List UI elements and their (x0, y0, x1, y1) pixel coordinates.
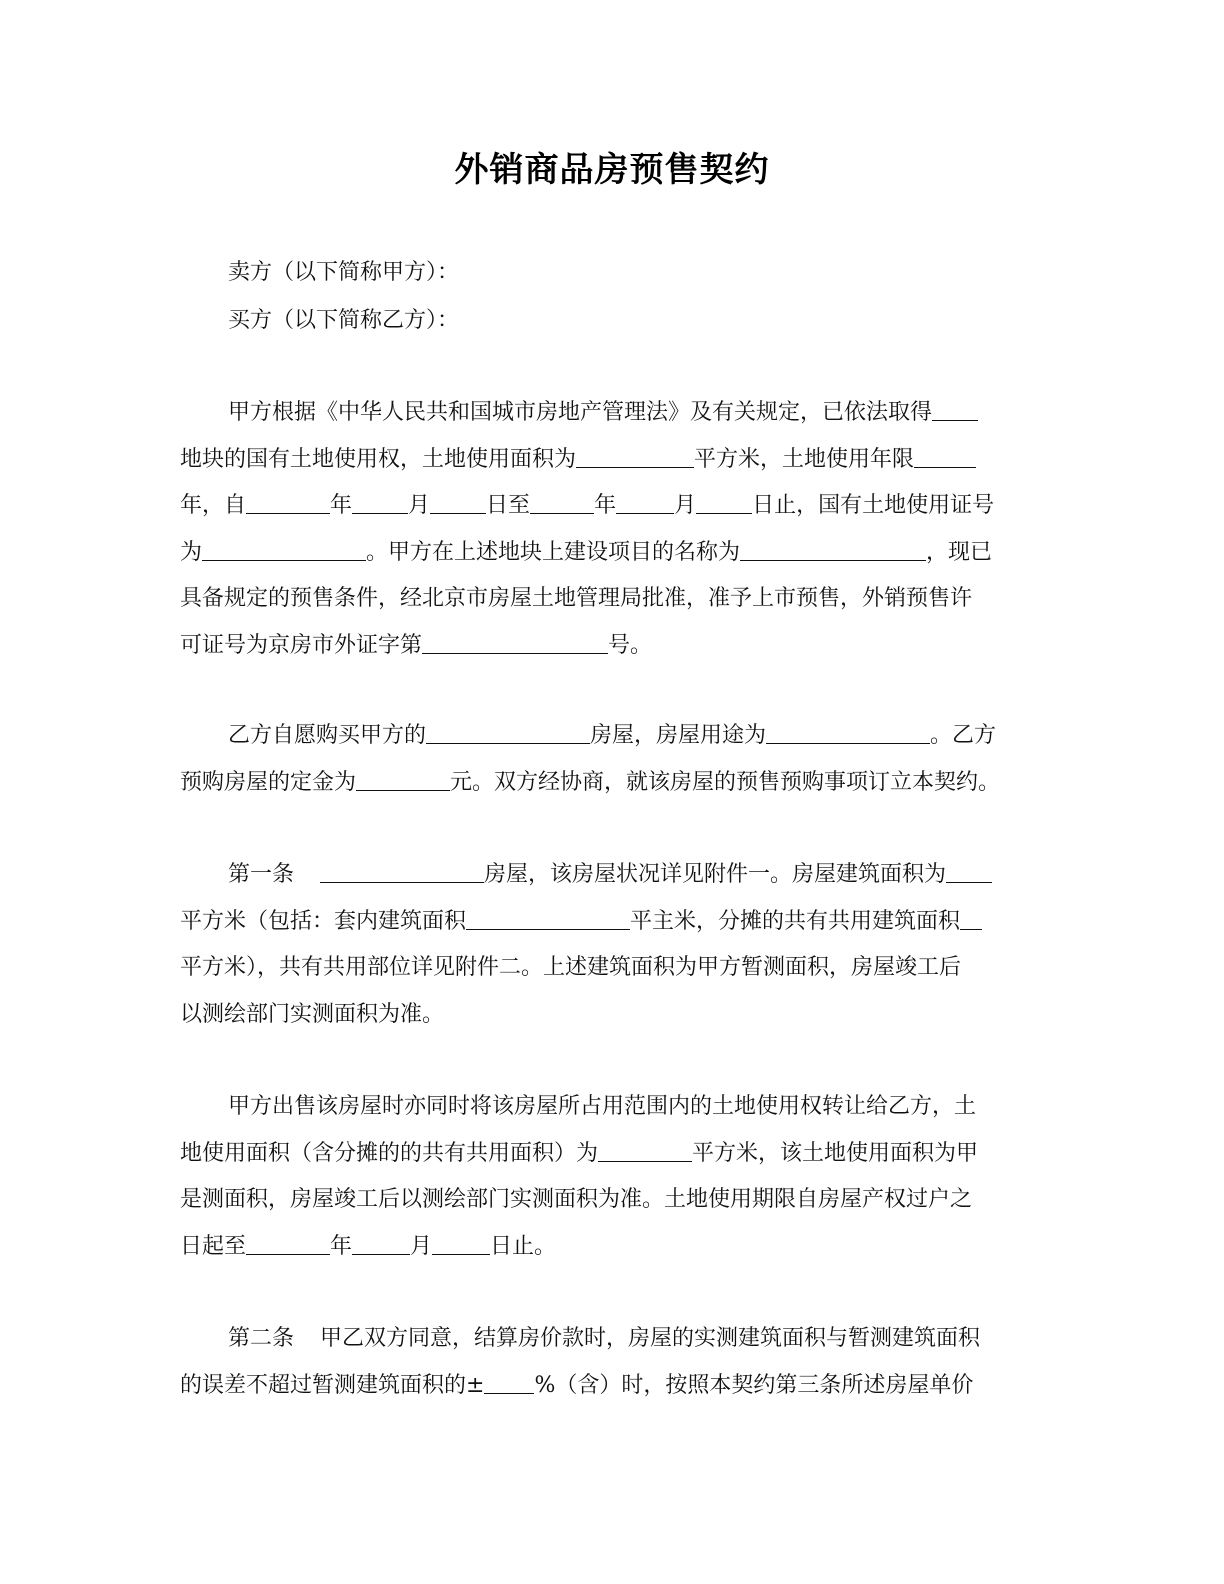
text-segment: 年，自 (180, 493, 247, 518)
text-segment: 日止。 (490, 1233, 557, 1259)
text-line (180, 483, 1035, 530)
paragraph-article-2 (180, 1316, 1035, 1409)
text-line: 是测面积，房屋竣工后以测绘部门实测面积为准。土地使用期限自房屋产权过户之 (180, 1187, 973, 1212)
text-segment: 乙方自愿购买甲方的 (228, 723, 427, 748)
text-segment: 平方米，土地使用年限 (694, 446, 915, 472)
text-line (180, 1363, 1035, 1410)
text-segment: 日起至 (180, 1233, 247, 1259)
blank-field (352, 491, 408, 514)
blank-field (430, 491, 486, 514)
blank-field (616, 491, 674, 514)
blank-field (932, 398, 978, 421)
text-line (180, 713, 1035, 760)
text-segment: 甲乙双方同意，结算房价款时，房屋的实测建筑面积与暂测建筑面积 (320, 1326, 981, 1351)
text-line (180, 1316, 1035, 1363)
text-line (180, 437, 1035, 484)
blank-field (740, 538, 926, 561)
paragraph-land-transfer (180, 1084, 1035, 1270)
text-line: 甲方出售该房屋时亦同时将该房屋所占用范围内的土地使用权转让给乙方，土 (228, 1094, 977, 1119)
blank-field (960, 907, 982, 930)
blank-field (356, 768, 450, 791)
blank-field (576, 445, 694, 468)
text-line (180, 760, 1035, 807)
text-segment: %（含）时，按照本契约第三条所述房屋单价 (534, 1372, 974, 1398)
text-segment: ，现已 (926, 539, 993, 565)
blank-field (422, 631, 608, 654)
buyer-line: 买方（以下简称乙方）： (228, 308, 460, 333)
blank-field (246, 491, 330, 514)
text-segment: 月 (674, 493, 697, 518)
text-segment: 房屋，该房屋状况详见附件一。房屋建筑面积为 (484, 862, 947, 887)
text-line (180, 530, 1035, 577)
blank-field (426, 721, 590, 744)
text-segment: 年 (594, 493, 617, 518)
text-line: 具备规定的预售条件，经北京市房屋土地管理局批准，准予上市预售，外销预售许 (180, 586, 973, 611)
text-line (180, 899, 1035, 946)
paragraph-land-rights (180, 390, 1035, 669)
blank-field (484, 1371, 534, 1394)
text-segment: 平主米，分摊的共有共用建筑面积 (630, 908, 961, 934)
article-number: 第二条 (228, 1326, 295, 1351)
text-line (180, 1131, 1035, 1178)
blank-field (432, 1232, 490, 1255)
text-line (180, 852, 1035, 899)
article-number: 第一条 (228, 862, 295, 887)
blank-field (766, 721, 930, 744)
text-segment: 年 (330, 493, 353, 518)
text-line: 平方米），共有共用部位详见附件二。上述建筑面积为甲方暂测面积，房屋竣工后 (180, 955, 962, 980)
text-segment: 房屋，房屋用途为 (590, 723, 767, 748)
text-segment: 。乙方 (930, 723, 997, 748)
document-title: 外销商品房预售契约 (454, 150, 770, 190)
text-segment: 为 (180, 539, 203, 565)
text-segment: 号。 (608, 632, 653, 658)
text-segment: 平方米（包括：套内建筑面积 (180, 908, 467, 934)
blank-field (598, 1139, 692, 1162)
text-line: 以测绘部门实测面积为准。 (180, 1001, 445, 1027)
text-segment: 月 (408, 493, 431, 518)
blank-field (352, 1232, 410, 1255)
text-segment: 地块的国有土地使用权，土地使用面积为 (180, 446, 577, 472)
blank-field (946, 860, 992, 883)
blank-field (246, 1232, 330, 1255)
blank-field (914, 445, 976, 468)
seller-line: 卖方（以下简称甲方）： (228, 260, 460, 285)
text-segment: 月 (410, 1233, 433, 1259)
text-line (180, 1224, 1035, 1271)
text-segment: 元。双方经协商，就该房屋的预售预购事项订立本契约。 (450, 769, 1001, 795)
text-segment: 可证号为京房市外证字第 (180, 632, 423, 658)
text-segment: 日至 (486, 493, 531, 518)
text-segment: 平方米，该土地使用面积为甲 (692, 1140, 979, 1166)
text-segment: 甲方根据《中华人民共和国城市房地产管理法》及有关规定，已依法取得 (228, 400, 933, 425)
text-segment: 的误差不超过暂测建筑面积的± (180, 1372, 485, 1398)
text-segment: 预购房屋的定金为 (180, 769, 357, 795)
blank-field (530, 491, 594, 514)
paragraph-article-1 (180, 852, 1035, 1038)
text-segment: 日止，国有土地使用证号 (752, 493, 995, 518)
blank-field (320, 860, 484, 883)
text-line (180, 623, 1035, 670)
text-segment: 年 (330, 1233, 353, 1259)
text-segment: 。甲方在上述地块上建设项目的名称为 (366, 539, 741, 565)
blank-field (466, 907, 630, 930)
text-segment: 地使用面积（含分摊的的共有共用面积）为 (180, 1140, 599, 1166)
text-line (180, 390, 1035, 437)
blank-field (696, 491, 752, 514)
paragraph-purchase (180, 713, 1035, 806)
blank-field (202, 538, 366, 561)
